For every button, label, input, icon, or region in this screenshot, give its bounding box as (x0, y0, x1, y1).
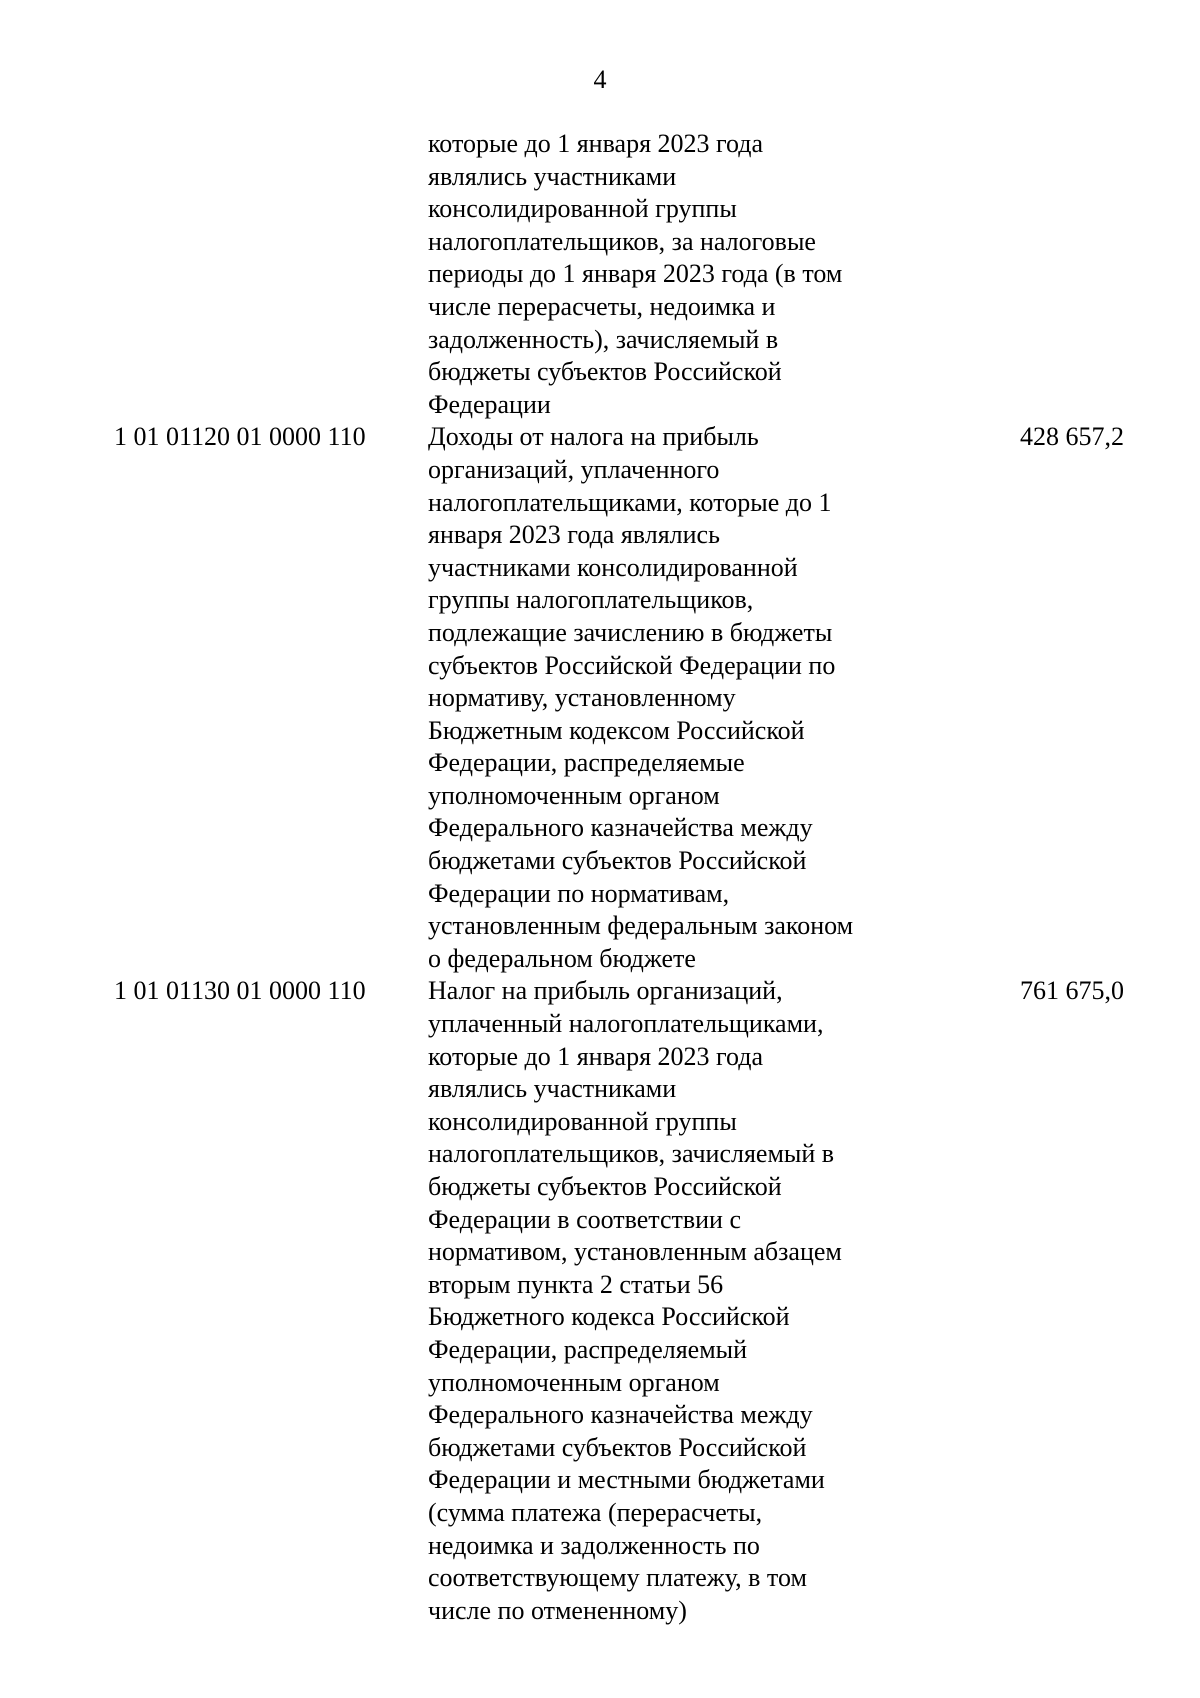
description-line: Налог на прибыль организаций, (428, 976, 783, 1006)
description-line: Федерации (428, 389, 551, 419)
description-line: уполномоченным органом (428, 780, 720, 810)
description-line: недоимка и задолженность по (428, 1530, 760, 1560)
description-line: бюджеты субъектов Российской (428, 1172, 782, 1201)
row-amount: 761 675,0 (1020, 976, 1124, 1006)
description-line: установленным федеральным законом (428, 911, 854, 941)
table-row (0, 975, 1200, 1627)
description-line: Федерации, распределяемый (428, 1334, 748, 1364)
budget-code: 1 01 01130 01 0000 110 (114, 976, 366, 1006)
description-line: января 2023 года являлись (428, 520, 720, 550)
description-line: задолженность), зачисляемый в (428, 324, 779, 354)
row-amount: 428 657,2 (1020, 422, 1124, 452)
description-line: бюджетами субъектов Российской (428, 1432, 807, 1462)
description-line: Бюджетным кодексом Российской (428, 715, 805, 745)
description-line: нормативу, установленному (428, 683, 736, 713)
description-line: являлись участниками (428, 1074, 677, 1104)
description-line: бюджетами субъектов Российской (428, 846, 807, 876)
description-line: числе по отмененному) (428, 1595, 687, 1625)
description-line: налогоплательщиков, зачисляемый в (428, 1139, 835, 1169)
revenue-table (0, 128, 1200, 1627)
description-line: (сумма платежа (перерасчеты, (428, 1497, 763, 1527)
table-row (0, 421, 1200, 975)
description-line: участниками консолидированной (428, 552, 798, 582)
description-line: бюджеты субъектов Российской (428, 357, 782, 387)
description-line: соответствующему платежу, в том (428, 1563, 807, 1593)
description-line: Бюджетного кодекса Российской (428, 1302, 790, 1332)
description-line: Федерации в соответствии с (428, 1204, 742, 1234)
description-line: Доходы от налога на прибыль (428, 422, 759, 452)
description-line: налогоплательщиков, за налоговые (428, 226, 816, 256)
description-line: подлежащие зачислению в бюджеты (428, 617, 833, 647)
description-line: уполномоченным органом (428, 1367, 720, 1397)
description-line: Федерации и местными бюджетами (428, 1465, 825, 1495)
description-line: Федерации, распределяемые (428, 748, 745, 778)
description-line: о федеральном бюджете (428, 943, 696, 973)
description-line: являлись участниками (428, 161, 677, 191)
description-line: организаций, уплаченного (428, 454, 720, 484)
description-line: группы налогоплательщиков, (428, 585, 754, 615)
description-line: уплаченный налогоплательщиками, (428, 1009, 824, 1039)
description-line: Федерального казначейства между (428, 1400, 813, 1430)
row-description (428, 421, 908, 975)
page-number: 4 (593, 65, 607, 94)
row-description (428, 975, 908, 1627)
description-line: числе перерасчеты, недоимка и (428, 291, 776, 321)
description-line: которые до 1 января 2023 года (428, 1041, 764, 1071)
row-description (428, 128, 908, 421)
description-line: нормативом, установленным абзацем (428, 1237, 842, 1267)
description-line: Федерации по нормативам, (428, 878, 730, 908)
table-row (0, 128, 1200, 421)
description-line: периоды до 1 января 2023 года (в том (428, 259, 843, 289)
description-line: которые до 1 января 2023 года (428, 129, 764, 158)
description-line: консолидированной группы (428, 1106, 737, 1136)
description-line: субъектов Российской Федерации по (428, 650, 836, 680)
description-line: Федерального казначейства между (428, 813, 813, 843)
description-line: вторым пункта 2 статьи 56 (428, 1269, 724, 1299)
description-line: налогоплательщиками, которые до 1 (428, 487, 832, 517)
description-line: консолидированной группы (428, 194, 737, 224)
budget-code: 1 01 01120 01 0000 110 (114, 422, 366, 452)
